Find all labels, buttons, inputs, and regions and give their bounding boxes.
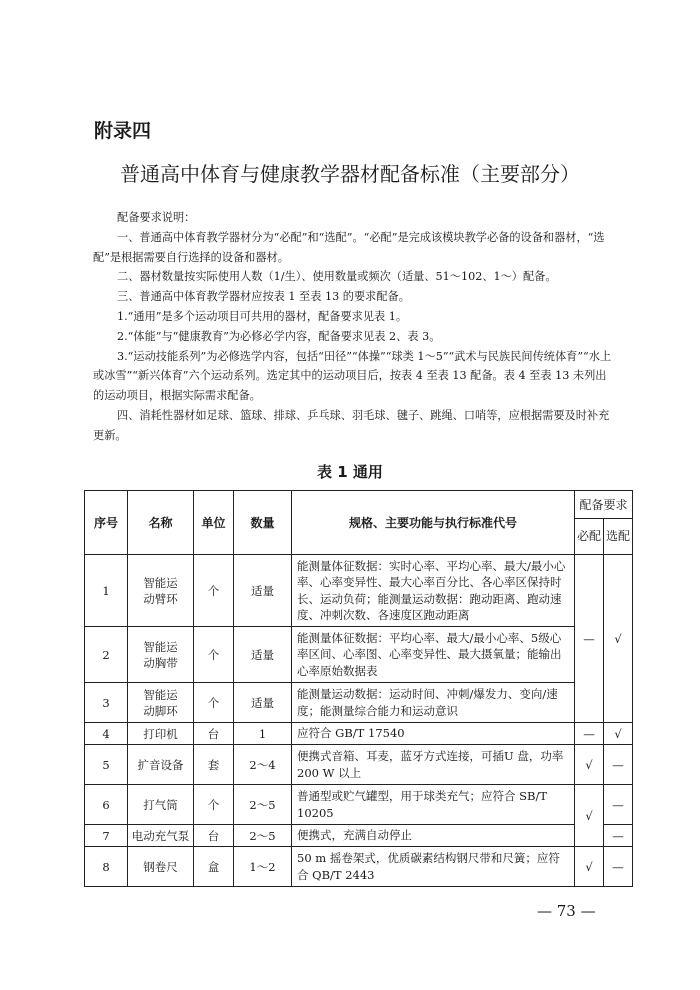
notes-item-4: 四、消耗性器材如足球、篮球、排球、乒乓球、羽毛球、毽子、跳绳、口哨等，应根据需要及时补充更新。 <box>93 408 610 442</box>
cell-req-opt: √ <box>604 723 633 745</box>
table-row <box>85 555 633 627</box>
table-row <box>85 847 633 887</box>
header-req-opt: 选配 <box>604 519 633 555</box>
cell-qty: 适量 <box>234 627 292 683</box>
cell-unit: 个 <box>194 785 234 825</box>
header-req: 配备要求 <box>575 491 633 519</box>
cell-unit: 个 <box>194 555 234 627</box>
cell-unit: 台 <box>194 825 234 847</box>
appendix-label: 附录四 <box>94 120 152 142</box>
cell-req-opt: — <box>604 745 633 785</box>
header-unit: 单位 <box>194 491 234 555</box>
cell-req-opt: — <box>604 847 633 887</box>
cell-spec: 便携式音箱、耳麦，蓝牙方式连接，可插U 盘，功率 200 W 以上 <box>292 745 575 785</box>
cell-qty: 1～2 <box>234 847 292 887</box>
cell-spec: 50 m 摇卷架式，优质碳素结构钢尺带和尺簧；应符合 QB/T 2443 <box>292 847 575 887</box>
page-number: — 73 — <box>537 902 596 920</box>
notes-sub-1: 1.“通用”是多个运动项目可共用的器材，配备要求见表 1。 <box>117 309 408 323</box>
notes-sub-3: 3.“运动技能系列”为必修选学内容，包括“田径”“体操”“球类 1～5”“武术与民族民间传统体育”“水上或冰雪”“新兴体育”六个运动系列。选定其中的运动项目后，按表 4 至表 13 配备。表 4 至表 13 未列出的运动项目，根据实际需求配备。 <box>93 349 612 403</box>
cell-no: 5 <box>85 745 128 785</box>
header-spec: 规格、主要功能与执行标准代号 <box>292 491 575 555</box>
cell-qty: 2～5 <box>234 825 292 847</box>
cell-name: 电动充气泵 <box>128 825 194 847</box>
header-req-must: 必配 <box>575 519 604 555</box>
header-name: 名称 <box>128 491 194 555</box>
cell-spec: 应符合 GB/T 17540 <box>292 723 575 745</box>
cell-spec: 能测量体征数据：平均心率、最大/最小心率、5级心率区间、心率图、心率变异性、最大摄氧量；能输出心率原始数据表 <box>292 627 575 683</box>
requirements-notes <box>93 208 613 446</box>
cell-no: 2 <box>85 627 128 683</box>
table-title: 表 1 通用 <box>317 463 383 481</box>
cell-spec: 能测量运动数据：运动时间、冲刺/爆发力、变向/速度；能测量综合能力和运动意识 <box>292 683 575 723</box>
header-qty: 数量 <box>234 491 292 555</box>
notes-sub-2: 2.“体能”与“健康教育”为必修必学内容，配备要求见表 2、表 3。 <box>117 329 441 343</box>
cell-name: 智能运动臂环 <box>128 555 194 627</box>
cell-no: 4 <box>85 723 128 745</box>
cell-req-must: √ <box>575 785 604 847</box>
cell-unit: 个 <box>194 627 234 683</box>
cell-req-must: — <box>575 723 604 745</box>
cell-req-must: √ <box>575 847 604 887</box>
cell-qty: 适量 <box>234 555 292 627</box>
table-row <box>85 627 633 683</box>
cell-spec: 能测量体征数据：实时心率、平均心率、最大/最小心率、心率变异性、最大心率百分比、各心率区保持时长、运动负荷；能测量运动数据：跑动距离、跑动速度、冲刺次数、各速度区跑动距离 <box>292 555 575 627</box>
table-row <box>85 785 633 825</box>
cell-unit: 台 <box>194 723 234 745</box>
cell-unit: 套 <box>194 745 234 785</box>
cell-unit: 盒 <box>194 847 234 887</box>
cell-name: 打印机 <box>128 723 194 745</box>
cell-name: 钢卷尺 <box>128 847 194 887</box>
cell-no: 7 <box>85 825 128 847</box>
cell-no: 6 <box>85 785 128 825</box>
cell-no: 3 <box>85 683 128 723</box>
cell-qty: 1 <box>234 723 292 745</box>
cell-req-opt: — <box>604 825 633 847</box>
cell-req-opt: √ <box>604 555 633 723</box>
page-title: 普通高中体育与健康教学器材配备标准（主要部分） <box>120 162 580 186</box>
notes-item-2: 二、器材数量按实际使用人数（1/生）、使用数量或频次（适量、51～102、1～）配备。 <box>117 270 557 284</box>
table-row <box>85 825 633 847</box>
table-row <box>85 723 633 745</box>
cell-qty: 2～5 <box>234 785 292 825</box>
cell-req-must: — <box>575 555 604 723</box>
cell-req-opt: — <box>604 785 633 825</box>
cell-no: 8 <box>85 847 128 887</box>
cell-no: 1 <box>85 555 128 627</box>
notes-item-3: 三、普通高中体育教学器材应按表 1 至表 13 的要求配备。 <box>117 290 410 304</box>
cell-name: 扩音设备 <box>128 745 194 785</box>
notes-item-1: 一、普通高中体育教学器材分为“必配”和“选配”。“必配”是完成该模块教学必备的设备和器材，“选配”是根据需要自行选择的设备和器材。 <box>93 230 605 264</box>
cell-spec: 普通型或贮气罐型，用于球类充气；应符合 SB/T 10205 <box>292 785 575 825</box>
cell-qty: 2～4 <box>234 745 292 785</box>
table-row <box>85 745 633 785</box>
cell-name: 打气筒 <box>128 785 194 825</box>
equipment-table <box>84 490 633 887</box>
cell-name: 智能运动胸带 <box>128 627 194 683</box>
cell-name: 智能运动脚环 <box>128 683 194 723</box>
cell-req-must: √ <box>575 745 604 785</box>
cell-qty: 适量 <box>234 683 292 723</box>
table-row <box>85 683 633 723</box>
notes-intro: 配备要求说明： <box>117 211 196 224</box>
cell-spec: 便携式，充满自动停止 <box>292 825 575 847</box>
header-no: 序号 <box>85 491 128 555</box>
cell-unit: 个 <box>194 683 234 723</box>
